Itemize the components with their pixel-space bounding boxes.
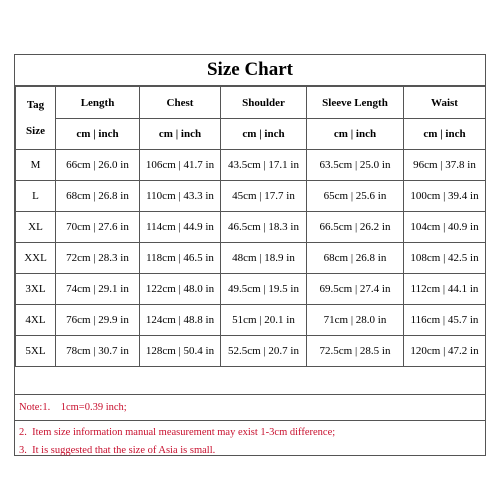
note-1: Note:1. 1cm=0.39 inch; xyxy=(15,394,485,420)
table-cell: 43.5cm | 17.1 in xyxy=(221,150,307,181)
table-cell: 71cm | 28.0 in xyxy=(307,305,404,336)
table-cell: 112cm | 44.1 in xyxy=(404,274,486,305)
table-cell: 68cm | 26.8 in xyxy=(56,181,140,212)
unit-label: cm | inch xyxy=(140,119,221,150)
table-cell: 69.5cm | 27.4 in xyxy=(307,274,404,305)
size-chart xyxy=(14,54,486,456)
table-cell: 118cm | 46.5 in xyxy=(140,243,221,274)
table-cell: 70cm | 27.6 in xyxy=(56,212,140,243)
size-cell: XL xyxy=(16,212,56,243)
table-cell: 46.5cm | 18.3 in xyxy=(221,212,307,243)
table-row xyxy=(16,336,486,367)
table-row xyxy=(16,243,486,274)
table-cell: 108cm | 42.5 in xyxy=(404,243,486,274)
table-row xyxy=(16,150,486,181)
table-row xyxy=(16,212,486,243)
column-header-waist: Waist xyxy=(404,87,486,119)
size-cell: 3XL xyxy=(16,274,56,305)
unit-label: cm | inch xyxy=(307,119,404,150)
table-cell: 65cm | 25.6 in xyxy=(307,181,404,212)
unit-label: cm | inch xyxy=(221,119,307,150)
size-cell: 5XL xyxy=(16,336,56,367)
table-cell: 116cm | 45.7 in xyxy=(404,305,486,336)
size-cell: XXL xyxy=(16,243,56,274)
table-cell: 100cm | 39.4 in xyxy=(404,181,486,212)
note-2: 2. Item size information manual measurement may exist 1-3cm difference; xyxy=(15,420,485,444)
column-header-chest: Chest xyxy=(140,87,221,119)
unit-label: cm | inch xyxy=(56,119,140,150)
size-cell: L xyxy=(16,181,56,212)
table-cell: 120cm | 47.2 in xyxy=(404,336,486,367)
table-cell: 96cm | 37.8 in xyxy=(404,150,486,181)
tag-size-header xyxy=(16,87,56,150)
table-cell: 52.5cm | 20.7 in xyxy=(221,336,307,367)
note-3: 3. It is suggested that the size of Asia is small. xyxy=(19,444,216,456)
table-cell: 128cm | 50.4 in xyxy=(140,336,221,367)
column-header-shoulder: Shoulder xyxy=(221,87,307,119)
table-cell: 49.5cm | 19.5 in xyxy=(221,274,307,305)
table-row xyxy=(16,181,486,212)
table-cell: 45cm | 17.7 in xyxy=(221,181,307,212)
table-cell: 48cm | 18.9 in xyxy=(221,243,307,274)
table-cell: 72cm | 28.3 in xyxy=(56,243,140,274)
table-cell: 66.5cm | 26.2 in xyxy=(307,212,404,243)
unit-row xyxy=(16,119,486,150)
unit-label: cm | inch xyxy=(404,119,486,150)
table-cell: 122cm | 48.0 in xyxy=(140,274,221,305)
table-cell: 74cm | 29.1 in xyxy=(56,274,140,305)
table-cell: 51cm | 20.1 in xyxy=(221,305,307,336)
column-header-length: Length xyxy=(56,87,140,119)
table-cell: 78cm | 30.7 in xyxy=(56,336,140,367)
table-cell: 72.5cm | 28.5 in xyxy=(307,336,404,367)
header-row xyxy=(16,87,486,119)
table-cell: 124cm | 48.8 in xyxy=(140,305,221,336)
size-cell: M xyxy=(16,150,56,181)
chart-title: Size Chart xyxy=(15,55,485,86)
table-cell: 66cm | 26.0 in xyxy=(56,150,140,181)
table-cell: 104cm | 40.9 in xyxy=(404,212,486,243)
column-header-sleeve-length: Sleeve Length xyxy=(307,87,404,119)
table-cell: 76cm | 29.9 in xyxy=(56,305,140,336)
table-cell: 106cm | 41.7 in xyxy=(140,150,221,181)
table-row xyxy=(16,274,486,305)
table-cell: 63.5cm | 25.0 in xyxy=(307,150,404,181)
table-cell: 114cm | 44.9 in xyxy=(140,212,221,243)
table-cell: 68cm | 26.8 in xyxy=(307,243,404,274)
table-cell: 110cm | 43.3 in xyxy=(140,181,221,212)
size-label: Size xyxy=(26,125,45,137)
size-table xyxy=(15,86,486,367)
tag-label: Tag xyxy=(26,99,45,111)
size-cell: 4XL xyxy=(16,305,56,336)
table-row xyxy=(16,305,486,336)
